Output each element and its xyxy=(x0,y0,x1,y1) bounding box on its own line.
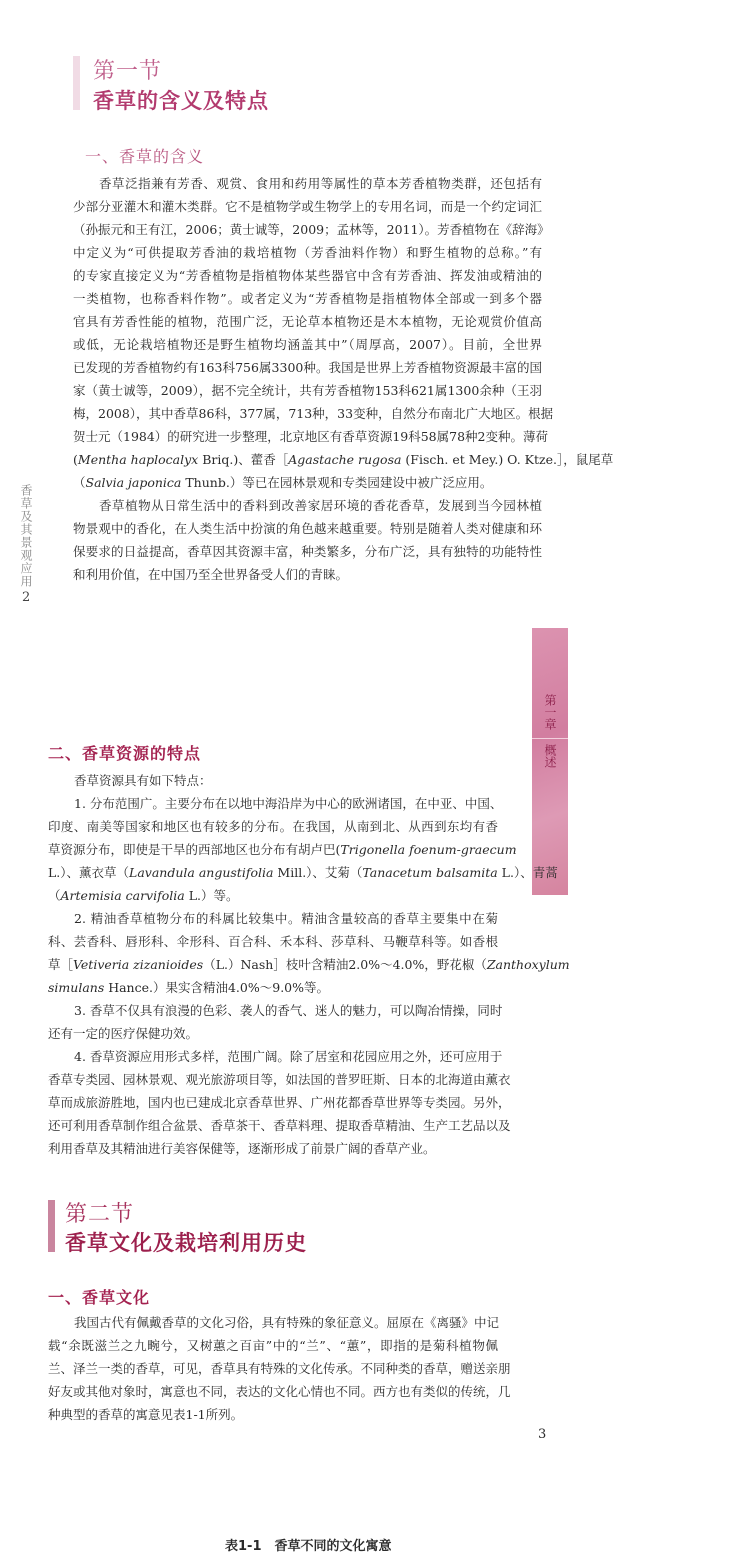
tab-divider xyxy=(532,738,568,739)
text-segment: 草［ xyxy=(48,957,74,972)
text-line xyxy=(48,861,558,884)
text-line: 还可利用香草制作组合盆景、香草茶干、香草料理、提取香草精油、生产工艺品以及 xyxy=(48,1118,511,1133)
text-line xyxy=(73,471,542,494)
text-line: 还有一定的医疗保健功效。 xyxy=(48,1026,199,1041)
text-line: 利用香草及其精油进行美容保健等，逐渐形成了前景广阔的香草产业。 xyxy=(48,1141,436,1156)
text-line xyxy=(48,953,570,976)
latin-name: Trigonella foenum-graecum xyxy=(340,842,517,857)
text-line: 科、芸香科、唇形科、伞形科、百合科、禾本科、莎草科、马鞭草科等。如香根 xyxy=(48,934,498,949)
text-line: 一类植物，也称香料作物”。或者定义为“芳香植物是指植物体全部或一到多个器 xyxy=(73,291,542,306)
text-line: （孙振元和王有江，2006；黄士诚等，2009；孟林等，2011）。芳香植物在《辞海》 xyxy=(73,222,550,237)
page-number: 2 xyxy=(22,590,31,605)
text-line: 和利用价值，在中国乃至全世界备受人们的青睐。 xyxy=(73,567,349,582)
latin-name: Salvia japonica xyxy=(85,475,182,490)
text-line: 的专家直接定义为“芳香植物是指植物体某些器官中含有芳香油、挥发油或精油的 xyxy=(73,268,542,283)
text-line: 载“余既滋兰之九畹兮，又树蕙之百亩”中的“兰”、“蕙”，即指的是菊科植物佩 xyxy=(48,1338,498,1353)
text-line: 少部分亚灌木和灌木类群。它不是植物学或生物学上的专用名词，而是一个约定词汇 xyxy=(73,199,542,214)
text-line: 香草泛指兼有芳香、观赏、食用和药用等属性的草本芳香植物类群，还包括有 xyxy=(99,176,542,191)
text-segment: L.）等。 xyxy=(184,888,239,903)
text-line: 香草专类园、园林景观、观光旅游项目等，如法国的普罗旺斯、日本的北海道由薰衣 xyxy=(48,1072,511,1087)
chapter-title: 概述 xyxy=(543,744,557,768)
page-number: 3 xyxy=(538,1427,547,1442)
table-caption: 表1-1 香草不同的文化寓意 xyxy=(225,1539,392,1554)
text-line: 香草植物从日常生活中的香料到改善家居环境的香花香草，发展到当今园林植 xyxy=(99,498,542,513)
text-segment: (Fisch. et Mey.) O. Ktze.］，鼠尾草 xyxy=(401,452,614,467)
subsection-heading: 一、香草的含义 xyxy=(85,147,205,166)
text-line xyxy=(48,976,498,999)
chapter-tab xyxy=(532,628,568,895)
text-line xyxy=(73,448,614,471)
text-line: 贺士元（1984）的研究进一步整理，北京地区有香草资源19科58属78种2变种。薄荷 xyxy=(73,429,548,444)
chapter-label: 第一章 xyxy=(543,694,557,730)
latin-name: simulans xyxy=(48,980,105,995)
text-line: 2. 精油香草植物分布的科属比较集中。精油含量较高的香草主要集中在菊 xyxy=(74,911,498,926)
text-segment: 草资源分布，即使是干旱的西部地区也分布有胡卢巴( xyxy=(48,842,341,857)
text-segment: （ xyxy=(48,888,61,903)
text-line: 4. 香草资源应用形式多样，范围广阔。除了居室和花园应用之外，还可应用于 xyxy=(74,1049,503,1064)
latin-name: Artemisia carvifolia xyxy=(60,888,185,903)
text-segment: Hance.）果实含精油4.0%～9.0%等。 xyxy=(104,980,329,995)
text-line: 3. 香草不仅具有浪漫的色彩、袭人的香气、迷人的魅力，可以陶冶情操，同时 xyxy=(74,1003,503,1018)
latin-name: Mentha haplocalyx xyxy=(77,452,199,467)
text-line: 物景观中的香化，在人类生活中扮演的角色越来越重要。特别是随着人类对健康和环 xyxy=(73,521,542,536)
text-segment: （L.）Nash］枝叶含精油2.0%～4.0%，野花椒（ xyxy=(203,957,487,972)
section-title: 香草文化及栽培利用历史 xyxy=(65,1231,307,1255)
text-line: 已发现的芳香植物约有163科756属3300种。我国是世界上芳香植物资源最丰富的国 xyxy=(73,360,542,375)
text-line: 1. 分布范围广。主要分布在以地中海沿岸为中心的欧洲诸国，在中亚、中国、 xyxy=(74,796,503,811)
section-title: 香草的含义及特点 xyxy=(93,89,269,113)
text-line: 官具有芳香性能的植物，范围广泛，无论草本植物还是木本植物，无论观赏价值高 xyxy=(73,314,542,329)
text-segment: Briq.)、藿香［ xyxy=(198,452,289,467)
text-segment: L.）、薰衣草（ xyxy=(48,865,130,880)
text-segment: Thunb.）等已在园林景观和专类园建设中被广泛应用。 xyxy=(181,475,493,490)
text-line: 好友或其他对象时，寓意也不同，表达的文化心情也不同。西方也有类似的传统，几 xyxy=(48,1384,511,1399)
text-line: 梅，2008），其中香草86科，377属，713种，33变种，自然分布南北广大地区。根据 xyxy=(73,406,554,421)
section-number: 第二节 xyxy=(65,1202,135,1227)
subsection-heading: 二、香草资源的特点 xyxy=(48,744,202,763)
text-line: 印度、南美等国家和地区也有较多的分布。在我国，从南到北、从西到东均有香 xyxy=(48,819,498,834)
text-segment: Mill.）、艾菊（ xyxy=(273,865,363,880)
text-line xyxy=(48,838,517,861)
text-segment: （ xyxy=(73,475,86,490)
text-line: 香草资源具有如下特点： xyxy=(74,773,212,788)
section-marker-bar xyxy=(48,1200,55,1252)
text-line xyxy=(48,884,498,907)
body-text xyxy=(48,1311,511,1426)
text-segment: ( xyxy=(73,452,78,467)
text-line: 家（黄士诚等，2009），据不完全统计，共有芳香植物153科621属1300余种（王羽 xyxy=(73,383,542,398)
running-title: 香草及其景观应用 xyxy=(19,484,33,588)
text-line: 种典型的香草的寓意见表1-1所列。 xyxy=(48,1407,244,1422)
subsection-heading: 一、香草文化 xyxy=(48,1288,151,1307)
latin-name: Zanthoxylum xyxy=(486,957,570,972)
section-marker-bar xyxy=(73,56,80,110)
text-line: 兰、泽兰一类的香草，可见，香草具有特殊的文化传承。不同种类的香草，赠送亲朋 xyxy=(48,1361,511,1376)
body-text xyxy=(48,769,570,1160)
text-line: 保要求的日益提高，香草因其资源丰富，种类繁多，分布广泛，具有独特的功能特性 xyxy=(73,544,542,559)
text-segment: L.）、青蒿 xyxy=(497,865,558,880)
section-number: 第一节 xyxy=(93,59,163,84)
latin-name: Vetiveria zizanioides xyxy=(73,957,204,972)
latin-name: Tanacetum balsamita xyxy=(362,865,498,880)
latin-name: Lavandula angustifolia xyxy=(129,865,274,880)
text-line: 中定义为“可供提取芳香油的栽培植物（芳香油料作物）和野生植物的总称。”有 xyxy=(73,245,542,260)
text-line: 我国古代有佩戴香草的文化习俗，具有特殊的象征意义。屈原在《离骚》中记 xyxy=(74,1315,500,1330)
text-line: 或低，无论栽培植物还是野生植物均涵盖其中”（周厚高，2007）。目前，全世界 xyxy=(73,337,542,352)
latin-name: Agastache rugosa xyxy=(288,452,402,467)
body-text xyxy=(73,172,614,586)
text-line: 草而成旅游胜地，国内也已建成北京香草世界、广州花都香草世界等专类园。另外， xyxy=(48,1095,511,1110)
